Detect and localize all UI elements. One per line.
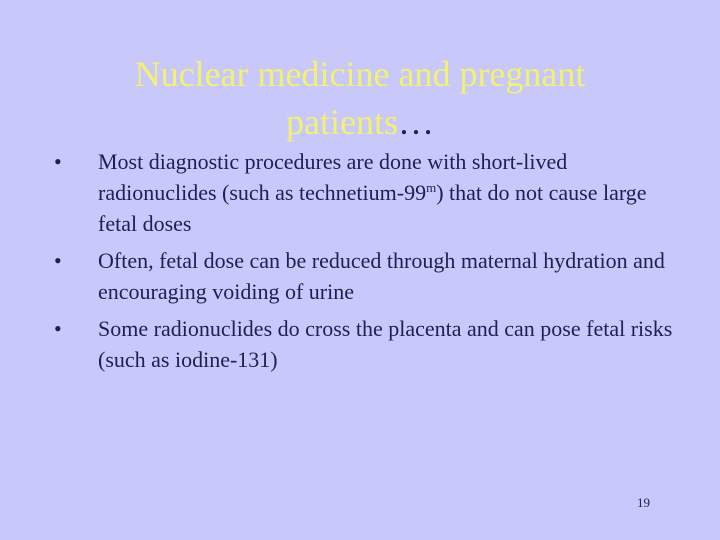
bullet-item xyxy=(0,313,720,375)
bullet-marker: • xyxy=(54,149,62,174)
bullet-item xyxy=(0,146,720,239)
bullet-text xyxy=(98,313,673,375)
bullet-text-part: Often, fetal dose can be reduced through maternal hydration and encouraging voiding of urine xyxy=(98,248,665,304)
bullet-item xyxy=(0,245,720,307)
bullet-marker: • xyxy=(54,316,62,341)
slide-title-ellipsis: … xyxy=(397,102,434,142)
bullet-text-part: Most diagnostic procedures are done with short-lived radionuclides (such as technetium-99 xyxy=(98,149,568,205)
bullet-text xyxy=(98,245,673,307)
bullet-list xyxy=(0,146,720,381)
bullet-text xyxy=(98,146,673,239)
bullet-text-part: ) that do not cause large fetal doses xyxy=(98,180,647,236)
bullet-superscript: m xyxy=(426,180,437,195)
slide-title-main: Nuclear medicine and pregnant patients xyxy=(134,54,586,142)
slide-title xyxy=(80,50,640,146)
bullet-marker: • xyxy=(54,248,62,273)
bullet-text-part: Some radionuclides do cross the placenta and can pose fetal risks (such as iodine-131) xyxy=(98,316,673,372)
page-number: 19 xyxy=(637,495,650,510)
